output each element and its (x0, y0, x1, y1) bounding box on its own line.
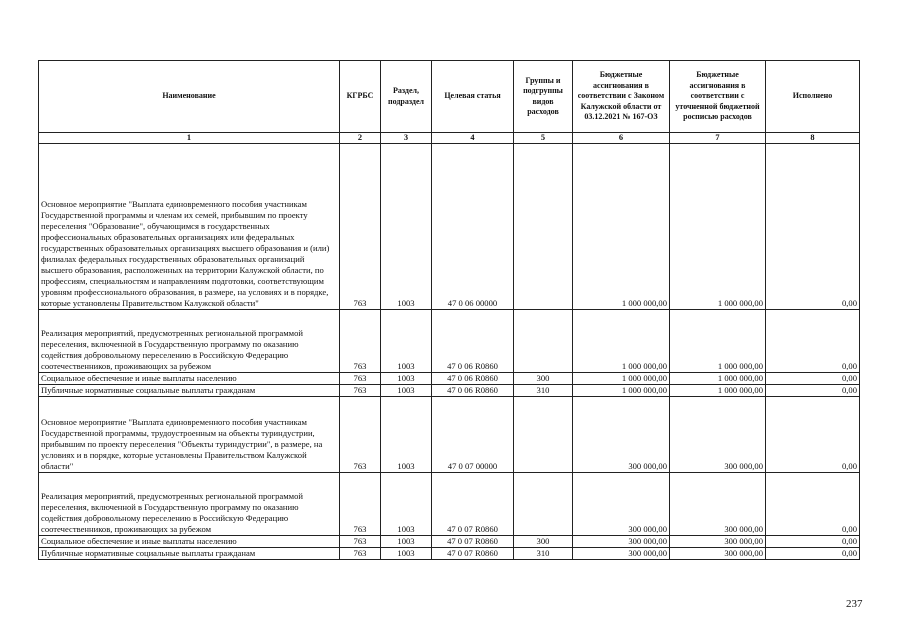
row-law: 1 000 000,00 (573, 144, 670, 310)
column-number-row (39, 133, 860, 144)
row-executed: 0,00 (766, 548, 860, 560)
row-name: Реализация мероприятий, предусмотренных региональной программой переселения, включенной в Государственную программу по оказанию содействия добровольному переселению в Российскую Федерацию соотечественников, проживающих за рубежом (39, 473, 340, 536)
header-section: Раздел, подраздел (381, 61, 432, 133)
row-target: 47 0 06 R0860 (432, 385, 514, 397)
row-group: 300 (514, 536, 573, 548)
row-refined: 1 000 000,00 (670, 310, 766, 373)
row-kgrbs: 763 (340, 385, 381, 397)
page-number: 237 (846, 598, 863, 610)
row-kgrbs: 763 (340, 473, 381, 536)
row-kgrbs: 763 (340, 144, 381, 310)
row-refined: 1 000 000,00 (670, 385, 766, 397)
row-kgrbs: 763 (340, 397, 381, 473)
row-group: 310 (514, 548, 573, 560)
table-row (39, 548, 860, 560)
row-executed: 0,00 (766, 397, 860, 473)
column-number: 3 (381, 133, 432, 144)
row-law: 1 000 000,00 (573, 310, 670, 373)
row-kgrbs: 763 (340, 548, 381, 560)
row-target: 47 0 07 R0860 (432, 473, 514, 536)
header-executed: Исполнено (766, 61, 860, 133)
row-law: 1 000 000,00 (573, 373, 670, 385)
column-number: 2 (340, 133, 381, 144)
row-section: 1003 (381, 536, 432, 548)
row-group (514, 310, 573, 373)
row-section: 1003 (381, 397, 432, 473)
row-target: 47 0 06 R0860 (432, 373, 514, 385)
table-row (39, 310, 860, 373)
column-number: 4 (432, 133, 514, 144)
row-name: Реализация мероприятий, предусмотренных региональной программой переселения, включенной в Государственную программу по оказанию содействия добровольному переселению в Российскую Федерацию соотечественников, проживающих за рубежом (39, 310, 340, 373)
row-executed: 0,00 (766, 373, 860, 385)
row-law: 1 000 000,00 (573, 385, 670, 397)
row-kgrbs: 763 (340, 373, 381, 385)
row-name: Публичные нормативные социальные выплаты гражданам (39, 385, 340, 397)
column-number: 7 (670, 133, 766, 144)
row-law: 300 000,00 (573, 548, 670, 560)
row-refined: 1 000 000,00 (670, 373, 766, 385)
row-refined: 300 000,00 (670, 536, 766, 548)
column-number: 5 (514, 133, 573, 144)
row-section: 1003 (381, 548, 432, 560)
row-name: Основное мероприятие "Выплата единовременного пособия участникам Государственной программы и членам их семей, прибывшим по проекту переселения "Образование", обучающимся в государственных профессиональных образовательных организациях или федеральных государственных образовательных организациях высшего образования и (или) филиалах федеральных государственных образовательных организаций высшего образования, расположенных на территории Калужской области, по профессиям, специальностям и направлениям подготовки, соответствующим уровням профессионального образования, в размере, на условиях и в порядке, которые установлены Правительством Калужской области" (39, 144, 340, 310)
column-number: 8 (766, 133, 860, 144)
header-target: Целевая статья (432, 61, 514, 133)
row-section: 1003 (381, 385, 432, 397)
row-group (514, 397, 573, 473)
row-target: 47 0 06 R0860 (432, 310, 514, 373)
table-row (39, 397, 860, 473)
row-law: 300 000,00 (573, 473, 670, 536)
row-refined: 300 000,00 (670, 473, 766, 536)
row-kgrbs: 763 (340, 310, 381, 373)
row-refined: 300 000,00 (670, 548, 766, 560)
row-target: 47 0 06 00000 (432, 144, 514, 310)
row-section: 1003 (381, 310, 432, 373)
row-name: Социальное обеспечение и иные выплаты населению (39, 373, 340, 385)
row-section: 1003 (381, 373, 432, 385)
table-row (39, 144, 860, 310)
header-name: Наименование (39, 61, 340, 133)
table-row (39, 385, 860, 397)
table-row (39, 536, 860, 548)
row-target: 47 0 07 00000 (432, 397, 514, 473)
budget-table (38, 60, 860, 560)
row-group: 310 (514, 385, 573, 397)
row-executed: 0,00 (766, 144, 860, 310)
column-number: 6 (573, 133, 670, 144)
row-law: 300 000,00 (573, 536, 670, 548)
header-kgrbs: КГРБС (340, 61, 381, 133)
row-law: 300 000,00 (573, 397, 670, 473)
row-refined: 1 000 000,00 (670, 144, 766, 310)
row-group (514, 144, 573, 310)
header-law: Бюджетные ассигнования в соответствии с Законом Калужской области от 03.12.2021 № 167-ОЗ (573, 61, 670, 133)
row-executed: 0,00 (766, 536, 860, 548)
row-name: Публичные нормативные социальные выплаты гражданам (39, 548, 340, 560)
table-row (39, 473, 860, 536)
row-section: 1003 (381, 144, 432, 310)
row-group (514, 473, 573, 536)
row-target: 47 0 07 R0860 (432, 536, 514, 548)
row-executed: 0,00 (766, 473, 860, 536)
header-row (39, 61, 860, 133)
row-refined: 300 000,00 (670, 397, 766, 473)
row-section: 1003 (381, 473, 432, 536)
column-number: 1 (39, 133, 340, 144)
header-group: Группы и подгруппы видов расходов (514, 61, 573, 133)
table-row (39, 373, 860, 385)
row-executed: 0,00 (766, 310, 860, 373)
row-kgrbs: 763 (340, 536, 381, 548)
row-group: 300 (514, 373, 573, 385)
header-refined: Бюджетные ассигнования в соответствии с уточненной бюджетной росписью расходов (670, 61, 766, 133)
row-target: 47 0 07 R0860 (432, 548, 514, 560)
row-name: Основное мероприятие "Выплата единовременного пособия участникам Государственной программы, трудоустроенным на объекты туриндустрии, прибывшим по проекту переселения "Объекты туриндустрии", в размере, на условиях и в порядке, которые установлены Правительством Калужской области" (39, 397, 340, 473)
row-executed: 0,00 (766, 385, 860, 397)
row-name: Социальное обеспечение и иные выплаты населению (39, 536, 340, 548)
